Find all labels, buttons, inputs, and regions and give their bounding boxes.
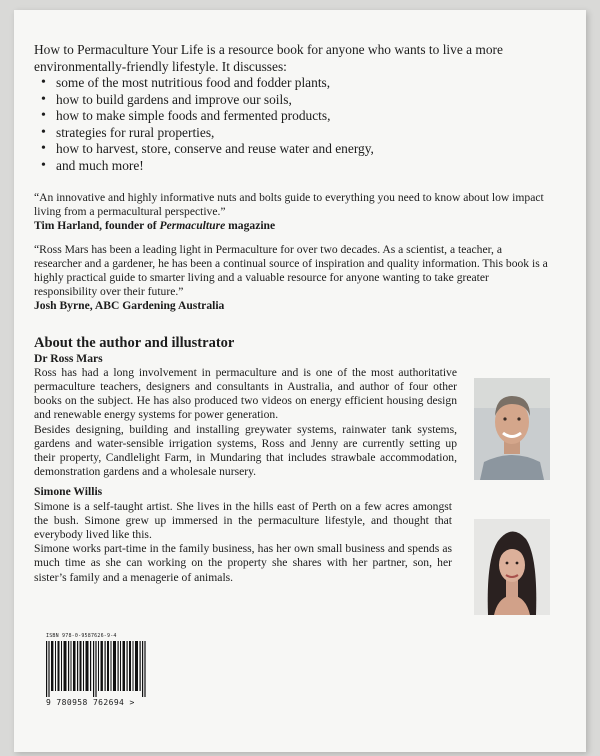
illustrator-photo xyxy=(474,519,550,615)
barcode xyxy=(46,633,156,707)
topic-list xyxy=(34,75,552,174)
publication-name: Permaculture xyxy=(159,219,226,233)
review-attribution xyxy=(34,219,552,233)
author-photo xyxy=(474,378,550,480)
illustrator-name: Simone Willis xyxy=(34,485,103,499)
isbn-label: ISBN 978-0-9587626-9-4 xyxy=(46,633,117,639)
reviewer-name: Tim Harland, founder of xyxy=(34,219,157,233)
list-item: • and much more! xyxy=(56,158,552,175)
review-quote: “An innovative and highly informative nuts and bolts guide to everything you need to know about low impact living from a permacultural perspective.” xyxy=(34,191,544,219)
list-item: • some of the most nutritious food and fodder plants, xyxy=(56,75,552,92)
barcode-number: 9 780958 762694 > xyxy=(46,698,135,707)
author-bio: Ross has had a long involvement in permaculture and is one of the most authoritative permaculture teachers, designers and consultants in Australia, and author of four other books on the subject. He has also produced two videos on energy efficient housing design and renewable energy systems for power generation. xyxy=(34,365,457,422)
illustrator-bio: Simone works part-time in the family business, has her own small business and spends as much time as she can working on the property she shares with her partner, son, her sister’s family and a menagerie of animals. xyxy=(34,542,452,584)
illustrator-bio: Simone is a self-taught artist. She lives in the hills east of Perth on a few acres amongst the bush. Simone grew up immersed in the permaculture lifestyle, and thought that everybody lived like this. xyxy=(34,499,452,542)
review-quote: “Ross Mars has been a leading light in Permaculture for over two decades. As a scientist, a teacher, a researcher and a gardener, he has been a continual source of inspiration and quality information. This book is a highly practical guide to smarter living and a valuable resource for anyone wanting to take greater responsibility over their future.” xyxy=(34,242,548,299)
about-heading: About the author and illustrator xyxy=(34,334,235,351)
author-name: Dr Ross Mars xyxy=(34,351,103,365)
intro-paragraph: How to Permaculture Your Life is a resource book for anyone who wants to live a more environmentally-friendly lifestyle. It discusses: xyxy=(34,42,503,74)
author-bio: Besides designing, building and installing greywater systems, rainwater tank systems, gardens and water-sensible irrigation systems, Ross and Jenny are currently setting up their property, Candlelight Farm, in Mundaring that includes strawbale accommodation, demonstration gardens and a wholesale nursery. xyxy=(34,422,457,479)
list-item: • how to build gardens and improve our soils, xyxy=(56,92,552,109)
review-attribution: Josh Byrne, ABC Gardening Australia xyxy=(34,299,225,313)
list-item: • how to harvest, store, conserve and reuse water and energy, xyxy=(56,141,552,158)
list-item: • how to make simple foods and fermented products, xyxy=(56,108,552,125)
cover-content xyxy=(34,42,552,585)
barcode-bars xyxy=(46,641,150,697)
list-item: • strategies for rural properties, xyxy=(56,125,552,142)
attribution-suffix: magazine xyxy=(228,219,276,233)
